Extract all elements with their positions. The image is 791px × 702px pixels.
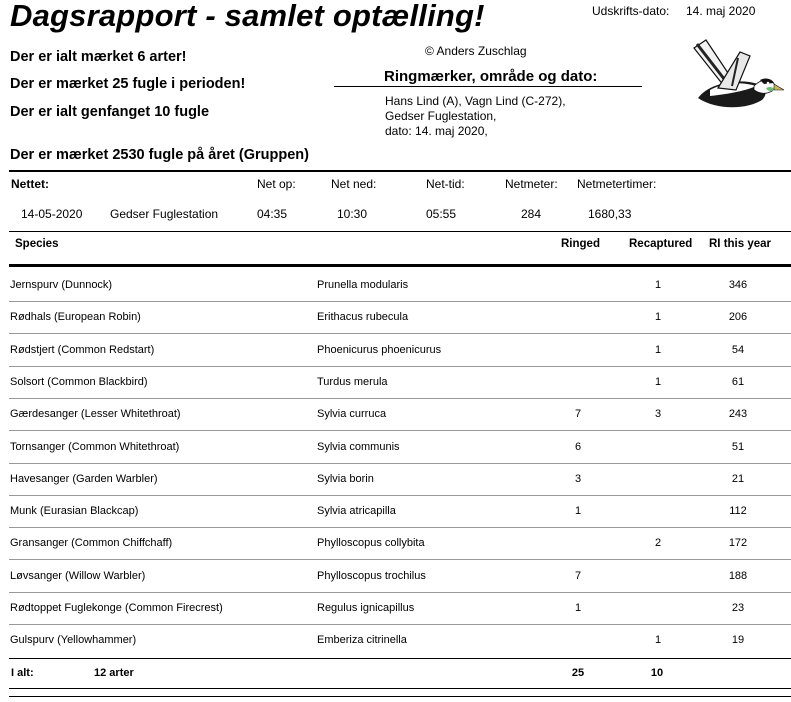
ringed-cell: 1 [574,505,582,518]
ri-this-year-cell: 188 [728,569,748,582]
net-timer-value: 1680,33 [588,207,632,221]
ringer-station: Gedser Fuglestation, [385,109,497,123]
ringed-cell: 7 [574,408,582,421]
stat-recaptured-count: Der er ialt genfanget 10 fugle [10,104,210,120]
ringed-cell: 6 [574,440,582,453]
species-name-cell: Gulspurv (Yellowhammer) [10,634,137,647]
ringer-heading-underline [334,86,642,87]
column-header-species: Species [15,238,59,250]
net-op-header: Net op: [257,177,296,191]
latin-name-cell: Sylvia borin [317,472,374,485]
table-row [0,367,791,399]
latin-name-cell: Emberiza citrinella [317,634,407,647]
divider-table-header [9,264,791,267]
net-timer-header: Netmetertimer: [577,177,657,191]
recaptured-cell: 1 [654,375,662,388]
latin-name-cell: Prunella modularis [317,279,409,291]
total-label: I alt: [11,667,34,679]
total-recaptured: 10 [650,667,664,679]
species-name-cell: Solsort (Common Blackbird) [10,375,148,388]
table-row [0,399,791,431]
copyright-text: © Anders Zuschlag [425,44,527,58]
net-tid-value: 05:55 [426,207,457,221]
latin-name-cell: Sylvia curruca [317,408,387,421]
latin-name-cell: Sylvia communis [317,440,400,453]
latin-name-cell: Phoenicurus phoenicurus [317,343,442,356]
print-date-value: 14. maj 2020 [686,4,756,18]
ri-this-year-cell: 346 [728,279,748,291]
table-row [0,561,791,593]
table-row [0,593,791,625]
species-name-cell: Munk (Eurasian Blackcap) [10,505,139,518]
net-meter-header: Netmeter: [505,177,558,191]
stat-year-count: Der er mærket 2530 fugle på året (Gruppen) [10,147,309,163]
divider-total-top [9,658,791,659]
ringed-cell: 3 [574,472,582,485]
recaptured-cell: 2 [654,537,662,550]
species-name-cell: Tornsanger (Common Whitethroat) [10,440,180,453]
species-name-cell: Havesanger (Garden Warbler) [10,472,158,485]
ri-this-year-cell: 61 [731,375,745,388]
latin-name-cell: Erithacus rubecula [317,311,409,324]
table-row [0,432,791,464]
net-tid-header: Net-tid: [426,177,465,191]
net-ned-header: Net ned: [331,177,377,191]
table-row [0,528,791,560]
table-row [0,270,791,302]
ringed-cell: 7 [574,569,582,582]
net-meter-value: 284 [521,207,542,221]
table-row [0,302,791,334]
column-header-ri-this-year: RI this year [709,238,771,250]
latin-name-cell: Sylvia atricapilla [317,505,396,518]
ri-this-year-cell: 206 [728,311,748,324]
recaptured-cell: 1 [654,311,662,324]
recaptured-cell: 3 [654,408,662,421]
page-title: Dagsrapport - samlet optælling! [10,0,485,33]
species-name-cell: Gærdesanger (Lesser Whitethroat) [10,408,181,421]
total-ringed: 25 [571,667,585,679]
ri-this-year-cell: 21 [731,472,745,485]
eider-duck-icon [688,38,784,114]
print-date-label: Udskrifts-dato: [592,4,670,18]
net-date-value: 14-05-2020 [21,207,83,221]
stat-species-count: Der er ialt mærket 6 arter! [10,49,187,65]
ri-this-year-cell: 51 [731,440,745,453]
species-name-cell: Rødstjert (Common Redstart) [10,343,155,356]
latin-name-cell: Phylloscopus trochilus [317,569,426,582]
ri-this-year-cell: 172 [728,537,748,550]
divider-total-bottom-1 [9,688,791,689]
ringed-cell: 1 [574,602,582,614]
species-name-cell: Rødtoppet Fuglekonge (Common Firecrest) [10,602,223,614]
divider-net-bottom [9,231,791,232]
recaptured-cell: 1 [654,343,662,356]
ri-this-year-cell: 23 [731,602,745,614]
ri-this-year-cell: 19 [731,634,745,647]
ringer-names: Hans Lind (A), Vagn Lind (C-272), [385,94,566,108]
latin-name-cell: Phylloscopus collybita [317,537,425,550]
net-ned-value: 10:30 [337,207,368,221]
latin-name-cell: Turdus merula [317,375,388,388]
recaptured-cell: 1 [654,634,662,647]
column-header-recaptured: Recaptured [629,238,693,250]
ri-this-year-cell: 112 [729,505,747,518]
net-place-value: Gedser Fuglestation [110,207,219,221]
ringer-heading: Ringmærker, område og dato: [384,68,598,85]
table-row [0,496,791,528]
ri-this-year-cell: 243 [728,408,748,421]
stat-marked-count: Der er mærket 25 fugle i perioden! [10,76,246,92]
ri-this-year-cell: 54 [731,343,745,356]
recaptured-cell: 1 [654,279,662,291]
divider-total-bottom-2 [9,696,791,697]
table-row [0,464,791,496]
species-name-cell: Rødhals (European Robin) [10,311,141,324]
total-species: 12 arter [94,667,134,679]
table-row [0,335,791,367]
latin-name-cell: Regulus ignicapillus [317,602,415,614]
species-name-cell: Jernspurv (Dunnock) [10,279,113,291]
ringer-date: dato: 14. maj 2020, [385,124,488,138]
net-op-value: 04:35 [257,207,288,221]
net-label: Nettet: [11,177,49,191]
column-header-ringed: Ringed [561,238,600,250]
divider-net-top [9,170,791,172]
table-row [0,625,791,657]
species-name-cell: Gransanger (Common Chiffchaff) [10,537,173,550]
species-name-cell: Løvsanger (Willow Warbler) [10,569,146,582]
